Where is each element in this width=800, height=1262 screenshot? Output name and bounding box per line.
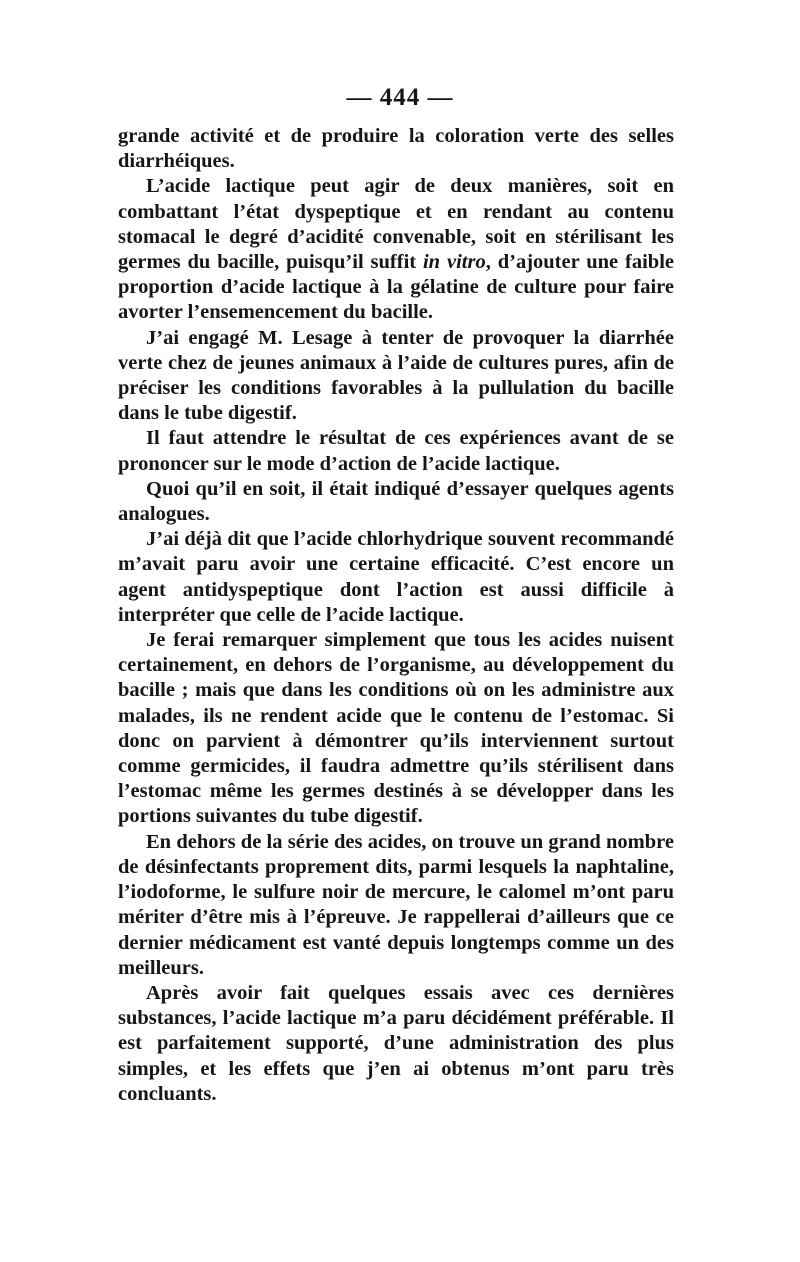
paragraph-text: L’acide lactique peut agir de deux manières, soit en combattant l’état dyspeptique et en rendant au contenu stomacal le degré d’acidité convenable, soit en stérilisant les germes du bacille, puisqu’il suffit <box>118 175 674 274</box>
paragraph-acide-lactique <box>118 174 674 325</box>
page-number: — 444 — <box>346 84 454 111</box>
paragraph-text: , d’ajouter une faible proportion d’acide lactique à la gélatine de culture pour faire avorter l’ensemencement du bacille. <box>118 251 674 324</box>
paragraph-continuation: grande activité et de produire la coloration verte des selles diarrhéiques. <box>118 125 674 173</box>
body-text <box>118 124 674 1107</box>
paragraph-desinfectants: En dehors de la série des acides, on trouve un grand nombre de désinfectants proprement dits, parmi lesquels la naphtaline, l’iodoforme, le sulfure noir de mercure, le calomel m’ont paru mériter d’être mis à l’épreuve. Je rappellerai d’ailleurs que ce dernier médicament est vanté depuis longtemps comme un des meilleurs. <box>118 830 674 979</box>
paragraph-resultat: Il faut attendre le résultat de ces expériences avant de se prononcer sur le mode d’action de l’acide lactique. <box>118 427 674 475</box>
paragraph-conclusion: Après avoir fait quelques essais avec ces dernières substances, l’acide lactique m’a paru décidément préférable. Il est parfaitement supporté, d’une administration des plus simples, et les effets que j’en ai obtenus m’ont paru très concluants. <box>118 981 674 1105</box>
paragraph-acide-chlorhydrique: J’ai déjà dit que l’acide chlorhydrique souvent recommandé m’avait paru avoir une certaine efficacité. C’est encore un agent antidyspeptique dont l’action est aussi difficile à interpréter que celle de l’acide lactique. <box>118 528 674 626</box>
paragraph-lesage: J’ai engagé M. Lesage à tenter de provoquer la diarrhée verte chez de jeunes animaux à l’aide de cultures pures, afin de préciser les conditions favorables à la pullulation du bacille dans le tube digestif. <box>118 326 674 425</box>
paragraph-acides: Je ferai remarquer simplement que tous les acides nuisent certainement, en dehors de l’organisme, au développement du bacille ; mais que dans les conditions où on les administre aux malades, ils ne rendent acide que le contenu de l’estomac. Si donc on parvient à démontrer qu’ils interviennent surtout comme germicides, il faudra admettre qu’ils stérilisent dans l’estomac même les germes destinés à se développer dans les portions suivantes du tube digestif. <box>118 629 674 828</box>
paragraph-agents: Quoi qu’il en soit, il était indiqué d’essayer quelques agents analogues. <box>118 477 674 526</box>
italic-term: in vitro <box>422 251 486 274</box>
